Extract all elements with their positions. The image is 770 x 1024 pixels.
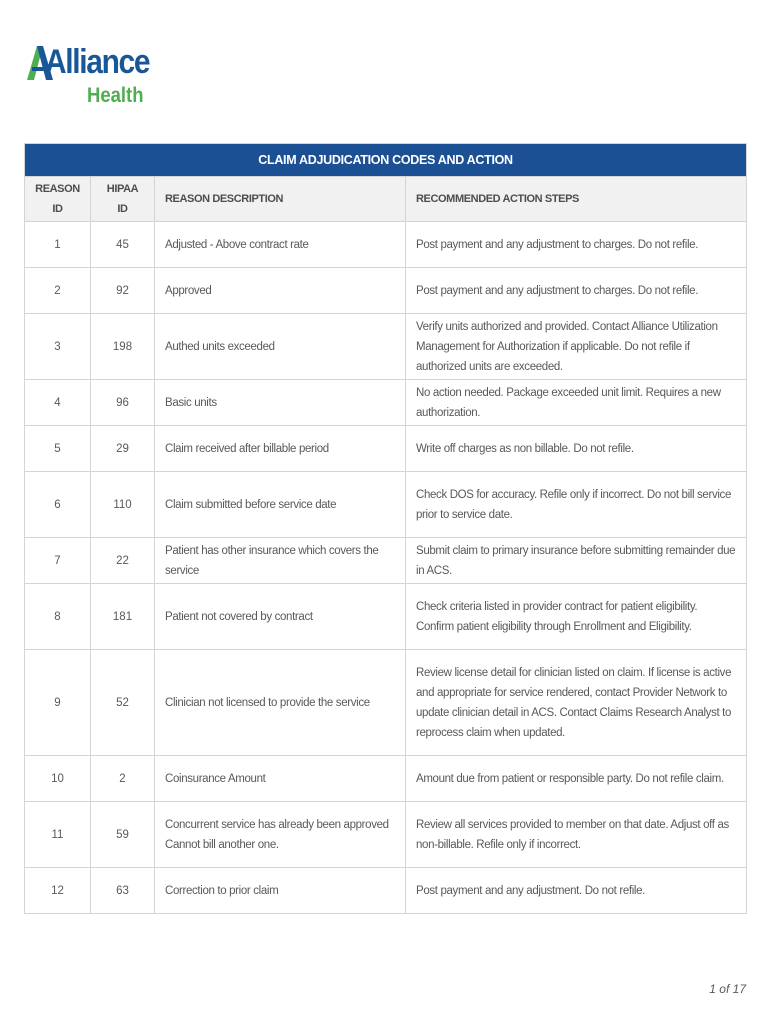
logo-word: Alliance	[45, 43, 150, 81]
recommended-action-cell: Review all services provided to member on that date. Adjust off as non-billable. Refile only if incorrect.	[416, 818, 729, 851]
reason-description-cell: Claim submitted before service date	[165, 498, 337, 511]
hipaa-id-cell: 29	[91, 426, 155, 472]
reason-id-cell: 8	[25, 584, 91, 650]
reason-id-cell: 9	[25, 650, 91, 756]
recommended-action-cell: Submit claim to primary insurance before submitting remainder due in ACS.	[416, 544, 736, 577]
table-row	[25, 472, 747, 538]
reason-description-cell: Coinsurance Amount	[165, 772, 266, 785]
reason-description-cell: Clinician not licensed to provide the service	[165, 696, 370, 709]
table-row	[25, 584, 747, 650]
recommended-action-cell: Post payment and any adjustment to charges. Do not refile.	[416, 238, 699, 251]
hipaa-id-cell: 45	[91, 222, 155, 268]
reason-description-cell: Basic units	[165, 396, 217, 409]
table-row	[25, 426, 747, 472]
reason-description-cell: Patient has other insurance which covers the service	[165, 544, 379, 577]
recommended-action-cell: Check criteria listed in provider contract for patient eligibility. Confirm patient eligibility through Enrollment and Eligibility.	[416, 600, 698, 633]
table-row	[25, 314, 747, 380]
table-row	[25, 802, 747, 868]
hipaa-id-cell: 92	[91, 268, 155, 314]
reason-id-cell: 11	[25, 802, 91, 868]
hipaa-id-cell: 110	[91, 472, 155, 538]
hipaa-id-cell: 198	[91, 314, 155, 380]
reason-id-cell: 10	[25, 756, 91, 802]
hipaa-id-cell: 22	[91, 538, 155, 584]
reason-description-cell: Approved	[165, 284, 212, 297]
claim-codes-table	[24, 143, 747, 914]
table-row	[25, 380, 747, 426]
table-row	[25, 222, 747, 268]
hipaa-id-cell: 52	[91, 650, 155, 756]
reason-description-cell: Patient not covered by contract	[165, 610, 313, 623]
column-header-reason-id: REASON ID	[25, 177, 91, 222]
reason-description-cell: Adjusted - Above contract rate	[165, 238, 309, 251]
column-header-hipaa-id: HIPAA ID	[91, 177, 155, 222]
reason-id-cell: 6	[25, 472, 91, 538]
hipaa-id-cell: 2	[91, 756, 155, 802]
reason-id-cell: 4	[25, 380, 91, 426]
table-row	[25, 650, 747, 756]
recommended-action-cell: Post payment and any adjustment. Do not refile.	[416, 884, 646, 897]
reason-description-cell: Correction to prior claim	[165, 884, 279, 897]
reason-id-cell: 5	[25, 426, 91, 472]
recommended-action-cell: Review license detail for clinician listed on claim. If license is active and appropriate for service rendered, contact Provider Network to update clinician detail in ACS. Contact Claims Research Analyst to reprocess claim when updated.	[416, 666, 732, 739]
reason-id-cell: 7	[25, 538, 91, 584]
column-header-recommended-action: RECOMMENDED ACTION STEPS	[406, 177, 747, 222]
hipaa-id-cell: 63	[91, 868, 155, 914]
recommended-action-cell: Check DOS for accuracy. Refile only if incorrect. Do not bill service prior to service date.	[416, 488, 732, 521]
recommended-action-cell: No action needed. Package exceeded unit limit. Requires a new authorization.	[416, 386, 721, 419]
table-row	[25, 756, 747, 802]
table-title: CLAIM ADJUDICATION CODES AND ACTION	[25, 144, 747, 177]
hipaa-id-cell: 96	[91, 380, 155, 426]
reason-id-cell: 1	[25, 222, 91, 268]
logo-subtitle: Health	[87, 84, 144, 107]
table-row	[25, 868, 747, 914]
recommended-action-cell: Verify units authorized and provided. Contact Alliance Utilization Management for Authorization if applicable. Do not refile if authorized units are exceeded.	[416, 320, 718, 373]
recommended-action-cell: Write off charges as non billable. Do not refile.	[416, 442, 634, 455]
recommended-action-cell: Post payment and any adjustment to charges. Do not refile.	[416, 284, 699, 297]
reason-id-cell: 12	[25, 868, 91, 914]
reason-description-cell: Authed units exceeded	[165, 340, 275, 353]
reason-description-cell: Claim received after billable period	[165, 442, 329, 455]
column-header-reason-description: REASON DESCRIPTION	[155, 177, 406, 222]
table-row	[25, 268, 747, 314]
hipaa-id-cell: 181	[91, 584, 155, 650]
reason-id-cell: 2	[25, 268, 91, 314]
reason-description-cell: Concurrent service has already been approved Cannot bill another one.	[165, 818, 389, 851]
alliance-health-logo	[24, 38, 154, 118]
reason-id-cell: 3	[25, 314, 91, 380]
hipaa-id-cell: 59	[91, 802, 155, 868]
page-number: 1 of 17	[709, 982, 746, 996]
recommended-action-cell: Amount due from patient or responsible party. Do not refile claim.	[416, 772, 724, 785]
table-header-row	[25, 177, 747, 222]
table-row	[25, 538, 747, 584]
